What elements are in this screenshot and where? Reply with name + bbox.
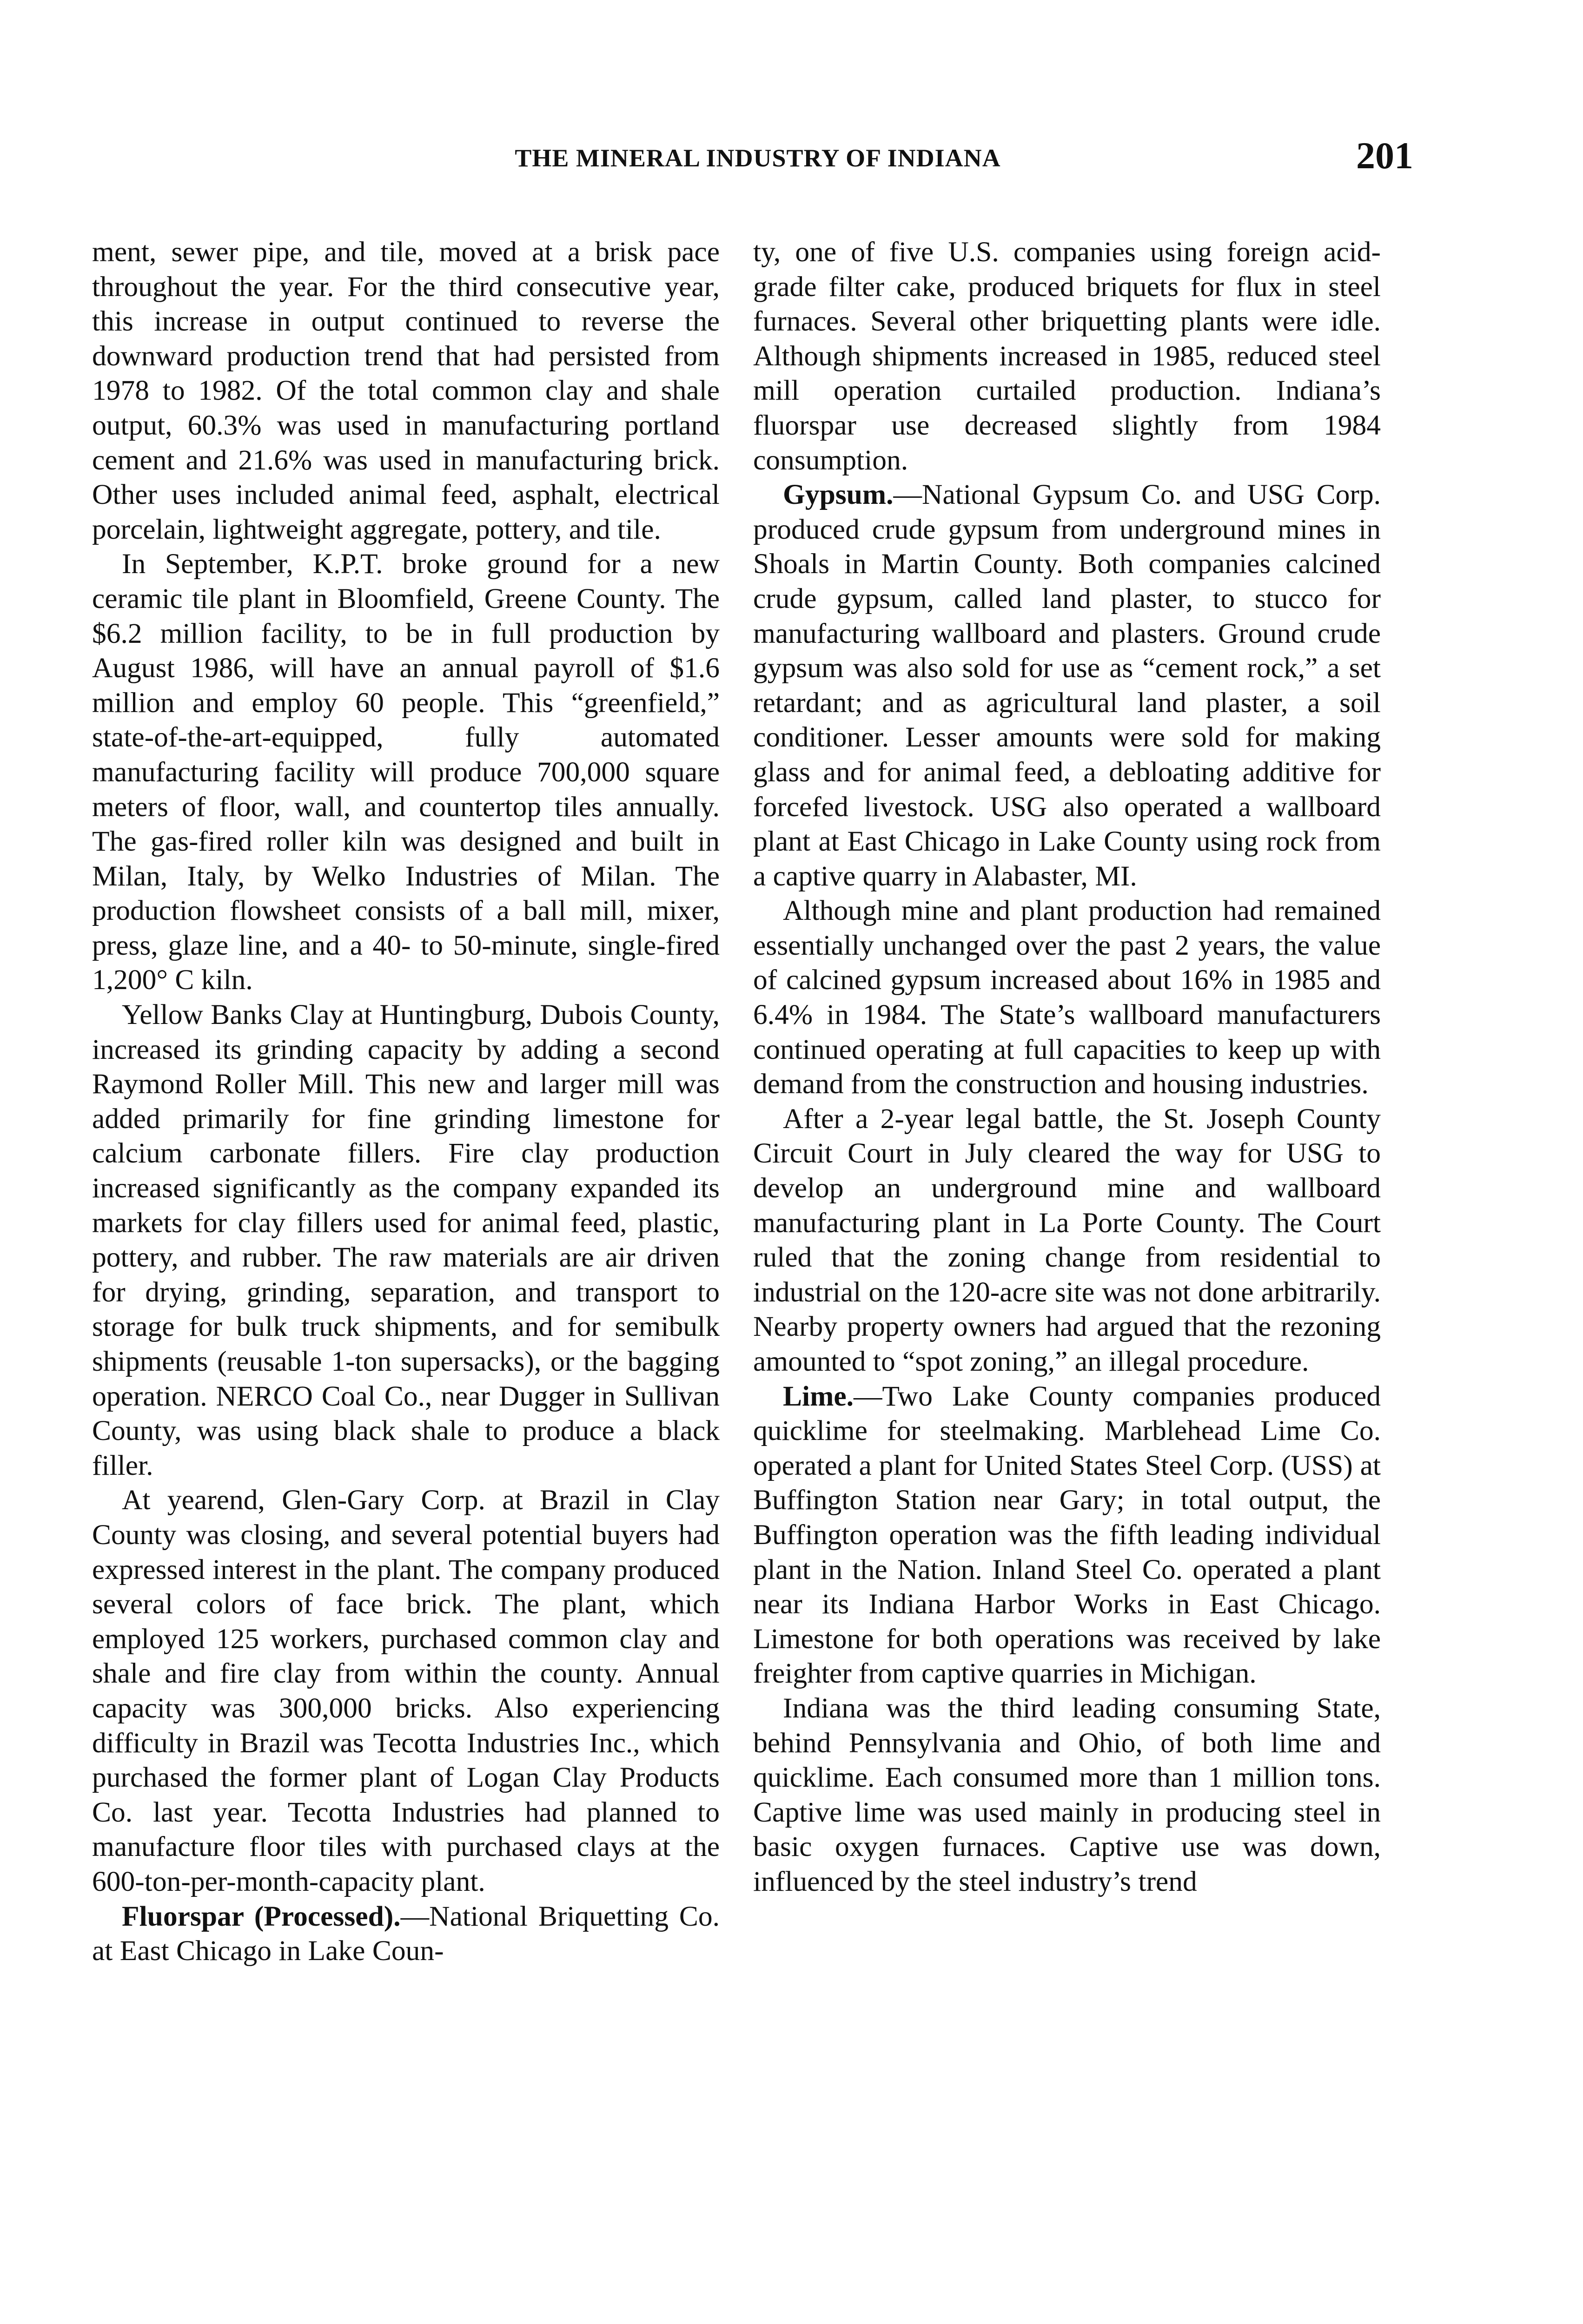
paragraph-lime-consumption: Indiana was the third leading consuming State, behind Pennsylvania and Ohio, of both lime and quicklime. Each consumed more than 1 million tons. Captive lime was used mainly in producing steel in basic oxygen furnaces. Captive use was down, influenced by the steel industry’s trend [753, 1692, 1381, 1897]
section-heading-fluorspar: Fluorspar (Processed). [122, 1900, 401, 1932]
gypsum-text: —National Gypsum Co. and USG Corp. produced crude gypsum from underground mines in Shoals in Martin County. Both companies calcined crude gypsum, called land plaster, to stucco for manufacturing wallboard and plasters. Ground crude gypsum was also sold for use as “cement rock,” a set retardant; and as agricultural land plaster, a soil conditioner. Lesser amounts were sold for making glass and for animal feed, a debloating additive for forcefed livestock. USG also operated a wallboard plant at East Chicago in Lake County using rock from a captive quarry in Alabaster, MI. [753, 479, 1381, 892]
paragraph-gypsum [753, 477, 1381, 893]
paragraph-fluorspar [92, 1899, 720, 1968]
paragraph-clay-output: ment, sewer pipe, and tile, moved at a brisk pace throughout the year. For the third consecutive year, this increase in output continued to reverse the downward production trend that had persisted from 1978 to 1982. Of the total common clay and shale output, 60.3% was used in manufacturing portland cement and 21.6% was used in manufacturing brick. Other uses included animal feed, asphalt, electrical porcelain, lightweight aggregate, pottery, and tile. [92, 236, 720, 545]
section-heading-lime: Lime. [783, 1380, 854, 1412]
paragraph-kpt-tile-plant: In September, K.P.T. broke ground for a new ceramic tile plant in Bloomfield, Greene County. The $6.2 million facility, to be in full production by August 1986, will have an annual payroll of $1.6 million and employ 60 people. This “greenfield,” state-of-the-art-equipped, fully automated manufacturing facility will produce 700,000 square meters of floor, wall, and countertop tiles annually. The gas-fired roller kiln was designed and built in Milan, Italy, by Welko Industries of Milan. The production flowsheet consists of a ball mill, mixer, press, glaze line, and a 40- to 50-minute, single-fired 1,200° C kiln. [92, 548, 720, 996]
paragraph-gypsum-value: Although mine and plant production had remained essentially unchanged over the past 2 years, the value of calcined gypsum increased about 16% in 1985 and 6.4% in 1984. The State’s wallboard manufacturers continued operating at full capacities to keep up with demand from the construction and housing industries. [753, 895, 1381, 1100]
fluorspar-text: —National Briquetting Co. at East Chicago in Lake Coun- [92, 1900, 720, 1967]
section-heading-gypsum: Gypsum. [783, 479, 894, 511]
running-title: THE MINERAL INDUSTRY OF INDIANA [515, 144, 1001, 172]
page-number: 201 [1356, 134, 1413, 177]
paragraph-usg-legal-battle: After a 2-year legal battle, the St. Joseph County Circuit Court in July cleared the way for USG to develop an underground mine and wallboard manufacturing plant in La Porte County. The Court ruled that the zoning change from residential to industrial on the 120-acre site was not done arbitrarily. Nearby property owners had argued that the rezoning amounted to “spot zoning,” an illegal procedure. [753, 1103, 1381, 1377]
left-column [92, 235, 720, 1968]
lime-text: —Two Lake County companies produced quicklime for steelmaking. Marblehead Lime Co. operated a plant for United States Steel Corp. (USS) at Buffington Station near Gary; in total output, the Buffington operation was the fifth leading individual plant in the Nation. Inland Steel Co. operated a plant near its Indiana Harbor Works in East Chicago. Limestone for both operations was received by lake freighter from captive quarries in Michigan. [753, 1380, 1381, 1690]
paragraph-fluorspar-continued: ty, one of five U.S. companies using foreign acid-grade filter cake, produced briquets for flux in steel furnaces. Several other briquetting plants were idle. Although shipments increased in 1985, reduced steel mill operation curtailed production. Indiana’s fluorspar use decreased slightly from 1984 consumption. [753, 236, 1381, 476]
paragraph-yellow-banks-clay: Yellow Banks Clay at Huntingburg, Dubois County, increased its grinding capacity by adding a second Raymond Roller Mill. This new and larger mill was added primarily for fine grinding limestone for calcium carbonate fillers. Fire clay production increased significantly as the company expanded its markets for clay fillers used for animal feed, plastic, pottery, and rubber. The raw materials are air driven for drying, grinding, separation, and transport to storage for bulk truck shipments, and for semibulk shipments (reusable 1-ton supersacks), or the bagging operation. NERCO Coal Co., near Dugger in Sullivan County, was using black shale to produce a black filler. [92, 999, 720, 1481]
right-column [753, 235, 1381, 1899]
paragraph-glen-gary: At yearend, Glen-Gary Corp. at Brazil in Clay County was closing, and several potential buyers had expressed interest in the plant. The company produced several colors of face brick. The plant, which employed 125 workers, purchased common clay and shale and fire clay from within the county. Annual capacity was 300,000 bricks. Also experiencing difficulty in Brazil was Tecotta Industries Inc., which purchased the former plant of Logan Clay Products Co. last year. Tecotta Industries had planned to manufacture floor tiles with purchased clays at the 600-ton-per-month-capacity plant. [92, 1484, 720, 1897]
paragraph-lime [753, 1379, 1381, 1691]
